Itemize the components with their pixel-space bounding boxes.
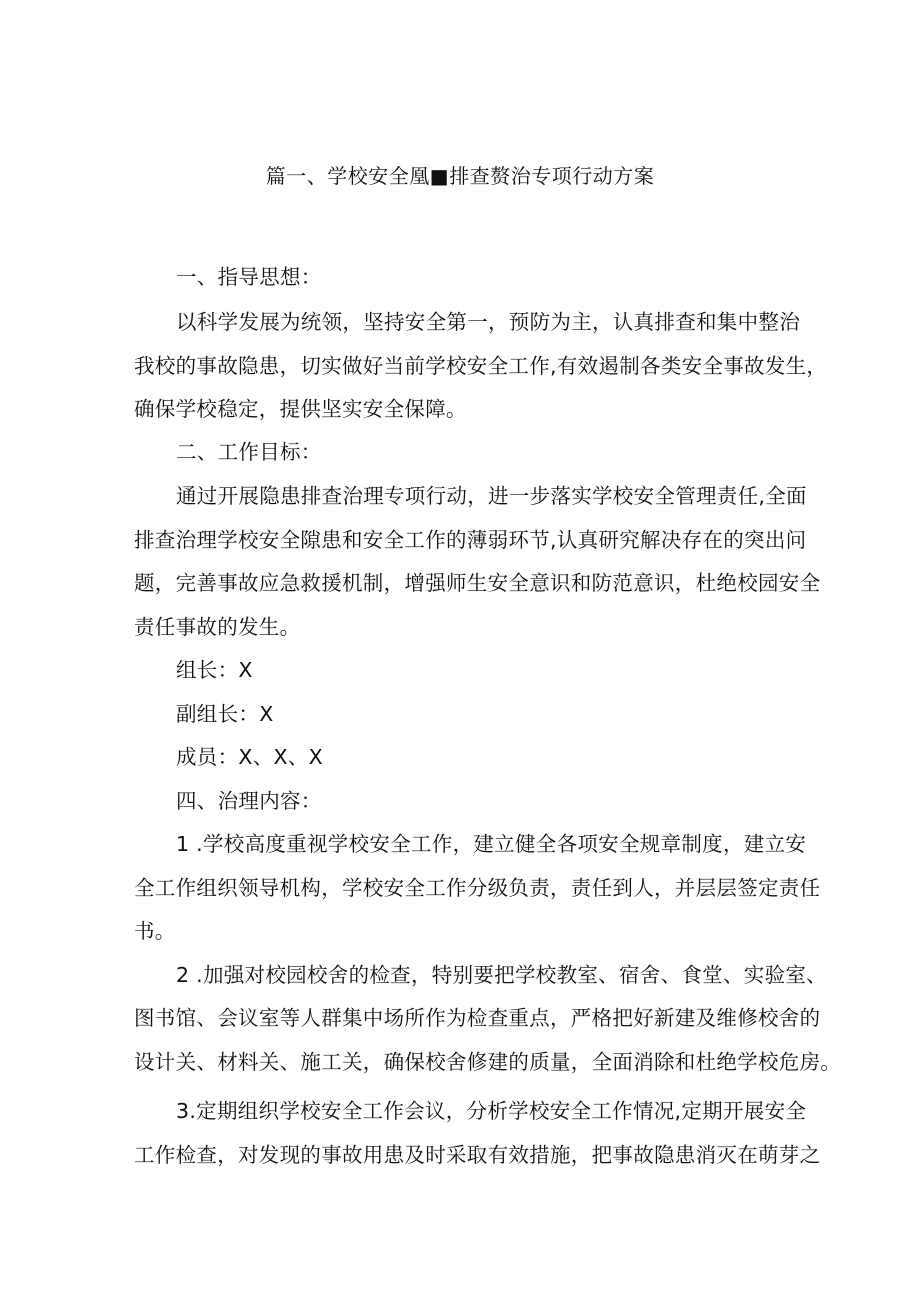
paragraph-line: 图书馆、会议室等人群集中场所作为检查重点，严格把好新建及维修校舍的 [134,1006,821,1030]
document-title: 篇一、学校安全凰■排查赘治专项行动方案 [265,164,655,188]
paragraph-line: 题，完善事故应急救援机制，增强师生安全意识和防范意识，杜绝校园安全 [134,571,821,595]
section-heading-governance-content: 四、治理内容： [176,789,322,813]
paragraph-line: 1 .学校高度重视学校安全工作，建立健全各项安全规章制度，建立安 [176,832,807,856]
paragraph-line: 2 .加强对校园校舍的检查，特别要把学校教室、宿舍、食堂、实验室、 [176,963,827,987]
paragraph-line: 以科学发展为统领，坚持安全第一，预防为主，认真排查和集中整治 [176,310,800,334]
paragraph-line: 责任事故的发生。 [134,615,301,639]
paragraph-line: 通过开展隐患排查治理专项行动，进一步落实学校安全管理责任,全面 [176,484,807,508]
paragraph-line: 确保学校稳定，提供坚实安全保障。 [134,397,467,421]
paragraph-line: 设计关、材料关、施工关，确保校舍修建的质量，全面消除和杜绝学校危房。 [134,1050,842,1074]
members-line: 成员：X、X、X [176,745,324,769]
team-leader-line: 组长：X [176,658,253,682]
paragraph-line: 全工作组织领导机构，学校安全工作分级负责，责任到人，并层层签定责任 [134,876,821,900]
paragraph-line: 我校的事故隐患，切实做好当前学校安全工作,有效遏制各类安全事故发生， [134,354,828,378]
section-heading-work-goals: 二、工作目标： [176,440,322,464]
paragraph-line: 工作检查，对发现的事故用患及时采取有效措施，把事故隐患消灭在萌芽之 [134,1143,821,1167]
deputy-leader-line: 副组长：X [176,702,274,726]
section-heading-guiding-ideology: 一、指导思想： [176,265,322,289]
paragraph-line: 书。 [134,919,176,943]
paragraph-line: 排查治理学校安全隙患和安全工作的薄弱环节,认真研究解决存在的突出问 [134,528,807,552]
paragraph-line: 3.定期组织学校安全工作会议，分析学校安全工作情况,定期开展安全 [176,1099,807,1123]
